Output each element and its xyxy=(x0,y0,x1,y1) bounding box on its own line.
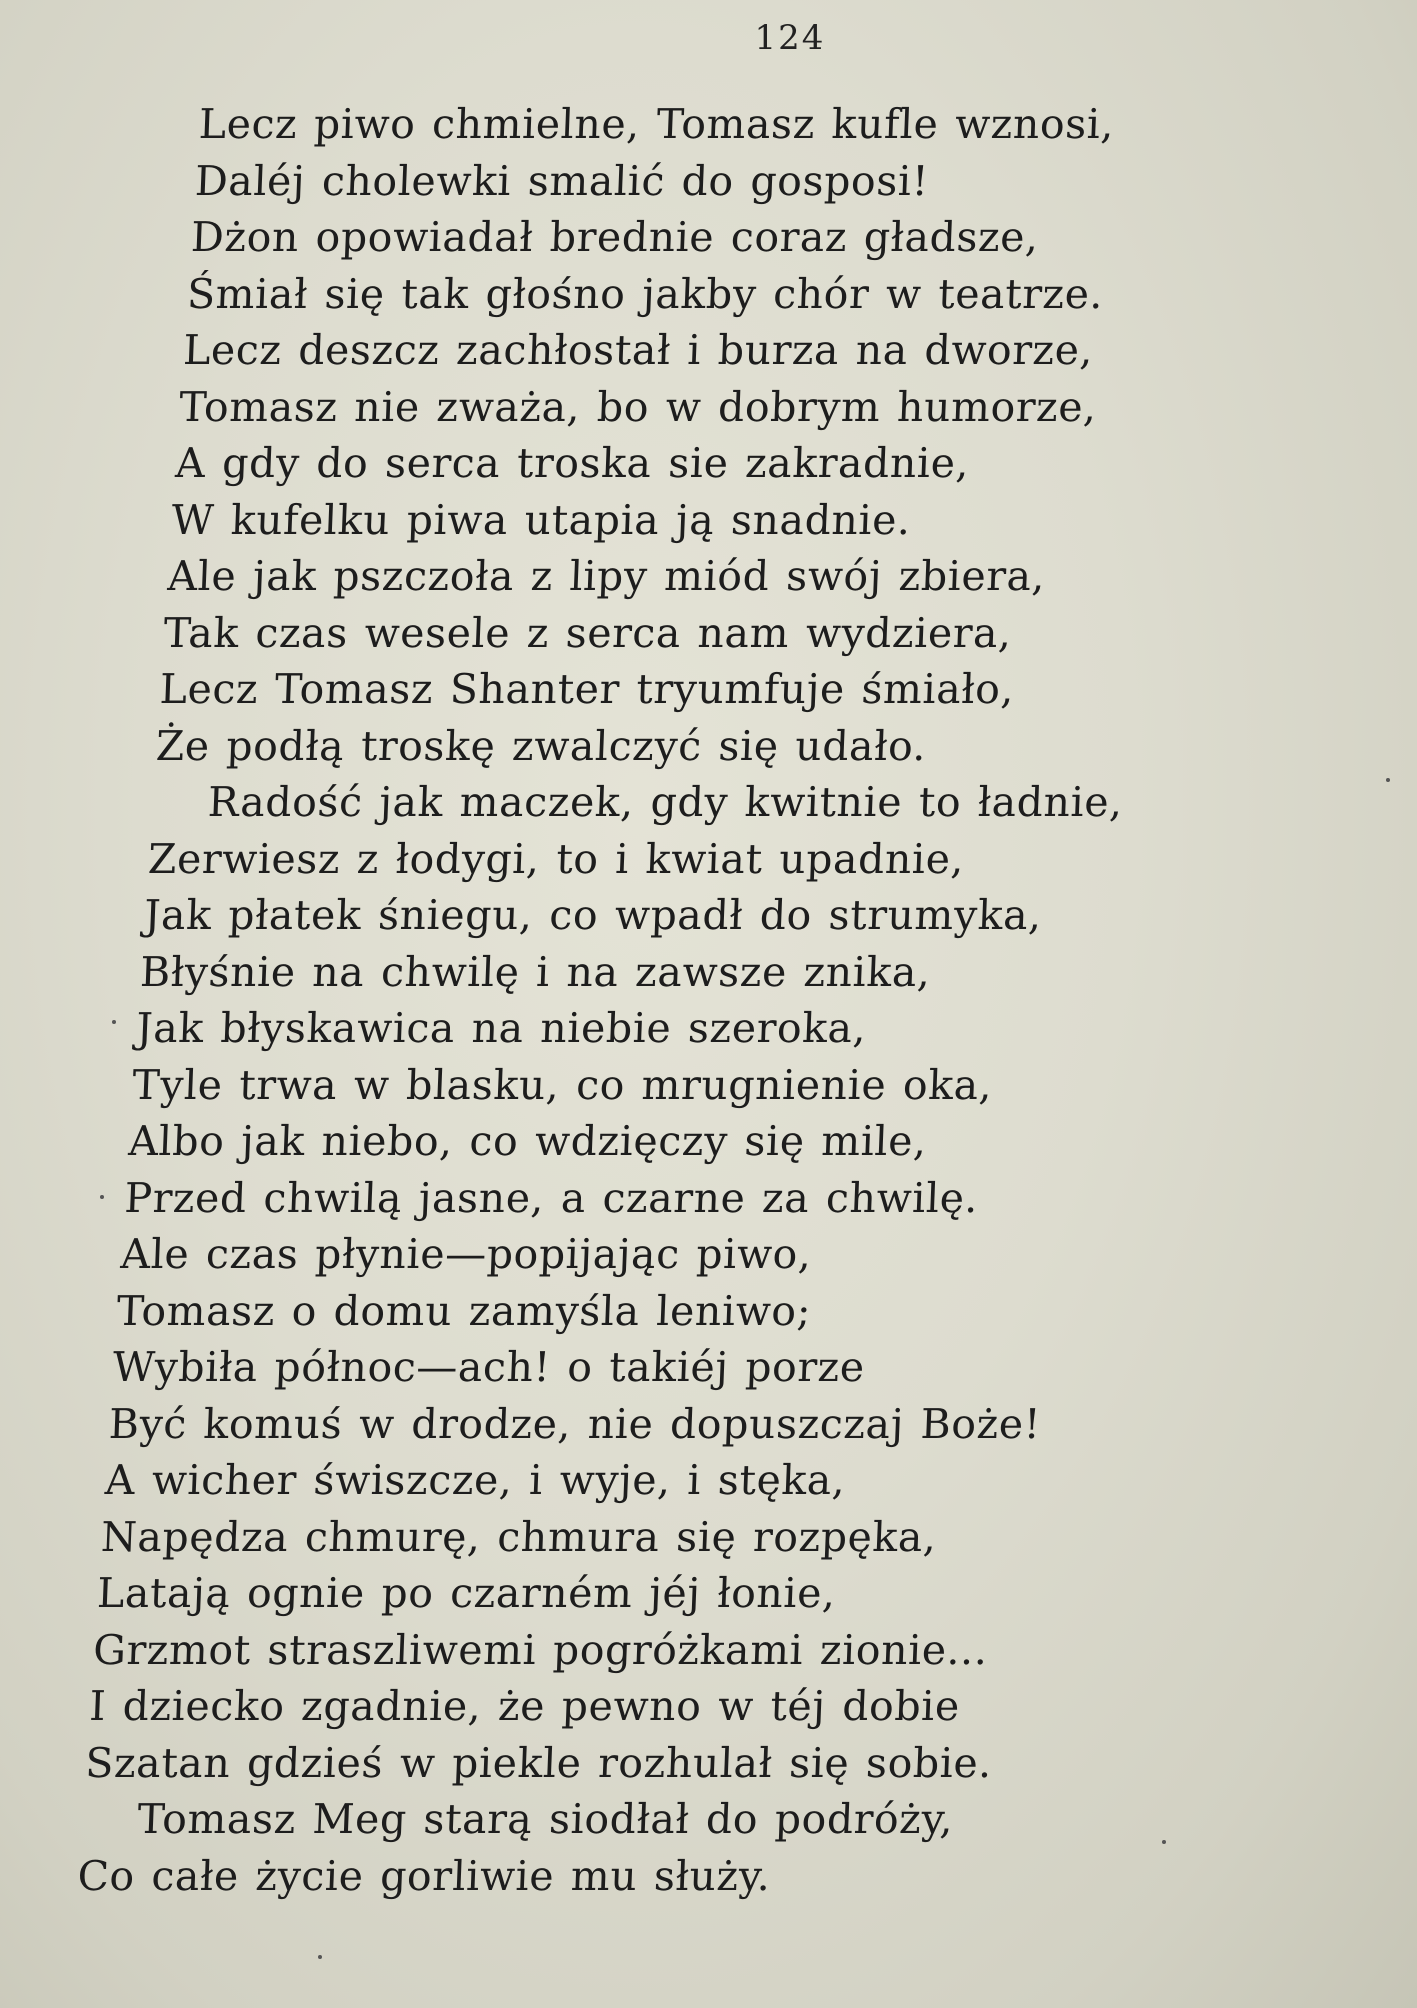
print-speck xyxy=(100,1195,104,1199)
poem-line: Być komuś w drodze, nie dopuszczaj Boże! xyxy=(108,1399,1042,1448)
poem-line: Śmiał się tak głośno jakby chór w teatrze. xyxy=(186,269,1105,318)
poem-line: Co całe życie gorliwie mu służy. xyxy=(76,1851,772,1900)
poem-line: Że podłą troskę zwalczyć się udało. xyxy=(154,721,928,770)
poem-text xyxy=(0,96,1417,1904)
poem-line: Przed chwilą jasne, a czarne za chwilę. xyxy=(123,1173,980,1222)
page-number: 124 xyxy=(754,18,826,58)
poem-line: Zerwiesz z łodygi, to i kwiat upadnie, xyxy=(147,834,966,883)
print-speck xyxy=(318,1955,322,1959)
poem-line: Ale jak pszczoła z lipy miód swój zbiera, xyxy=(166,552,1047,600)
poem-line: Grzmot straszliwemi pogróżkami zionie... xyxy=(92,1625,989,1674)
poem-line: Lecz piwo chmielne, Tomasz kufle wznosi, xyxy=(198,100,1116,148)
print-speck xyxy=(1162,1840,1166,1844)
poem-line: Daléj cholewki smalić do gosposi! xyxy=(194,156,930,205)
poem-line: Latają ognie po czarném jéj łonie, xyxy=(96,1569,837,1617)
poem-line: A gdy do serca troska sie zakradnie, xyxy=(174,439,971,487)
poem-line: Tomasz Meg starą siodłał do podróży, xyxy=(136,1795,955,1843)
poem-line: Albo jak niebo, co wdzięczy się mile, xyxy=(127,1117,928,1165)
poem-line: Lecz Tomasz Shanter tryumfuje śmiało, xyxy=(158,665,1016,713)
poem-line: Błyśnie na chwilę i na zawsze znika, xyxy=(139,947,932,996)
poem-line: Jak błyskawica na niebie szeroka, xyxy=(135,1004,868,1052)
poem-line: Szatan gdzieś w piekle rozhulał się sobie. xyxy=(84,1738,994,1787)
poem-line: Tomasz o domu zamyśla leniwo; xyxy=(115,1286,813,1335)
print-speck xyxy=(1386,778,1390,782)
poem-line: Dżon opowiadał brednie coraz gładsze, xyxy=(190,213,1040,261)
poem-line: Jak płatek śniegu, co wpadł do strumyka, xyxy=(143,891,1043,939)
poem-line: Lecz deszcz zachłostał i burza na dworze, xyxy=(182,326,1095,374)
poem-line: A wicher świszcze, i wyje, i stęka, xyxy=(104,1456,847,1504)
poem-line: W kufelku piwa utapia ją snadnie. xyxy=(170,495,912,544)
poem-line: Wybiła północ—ach! o takiéj porze xyxy=(111,1343,866,1391)
poem-line: Ale czas płynie—popijając piwo, xyxy=(119,1230,813,1278)
poem-line: Napędza chmurę, chmura się rozpęka, xyxy=(100,1512,938,1561)
poem-line: Tomasz nie zważa, bo w dobrym humorze, xyxy=(178,382,1098,431)
poem-line: I dziecko zgadnie, że pewno w téj dobie xyxy=(88,1682,961,1730)
poem-line: Radość jak maczek, gdy kwitnie to ładnie, xyxy=(207,778,1124,826)
poem-line: Tyle trwa w blasku, co mrugnienie oka, xyxy=(131,1060,994,1109)
poem-line: Tak czas wesele z serca nam wydziera, xyxy=(162,608,1013,657)
print-speck xyxy=(112,1020,116,1024)
